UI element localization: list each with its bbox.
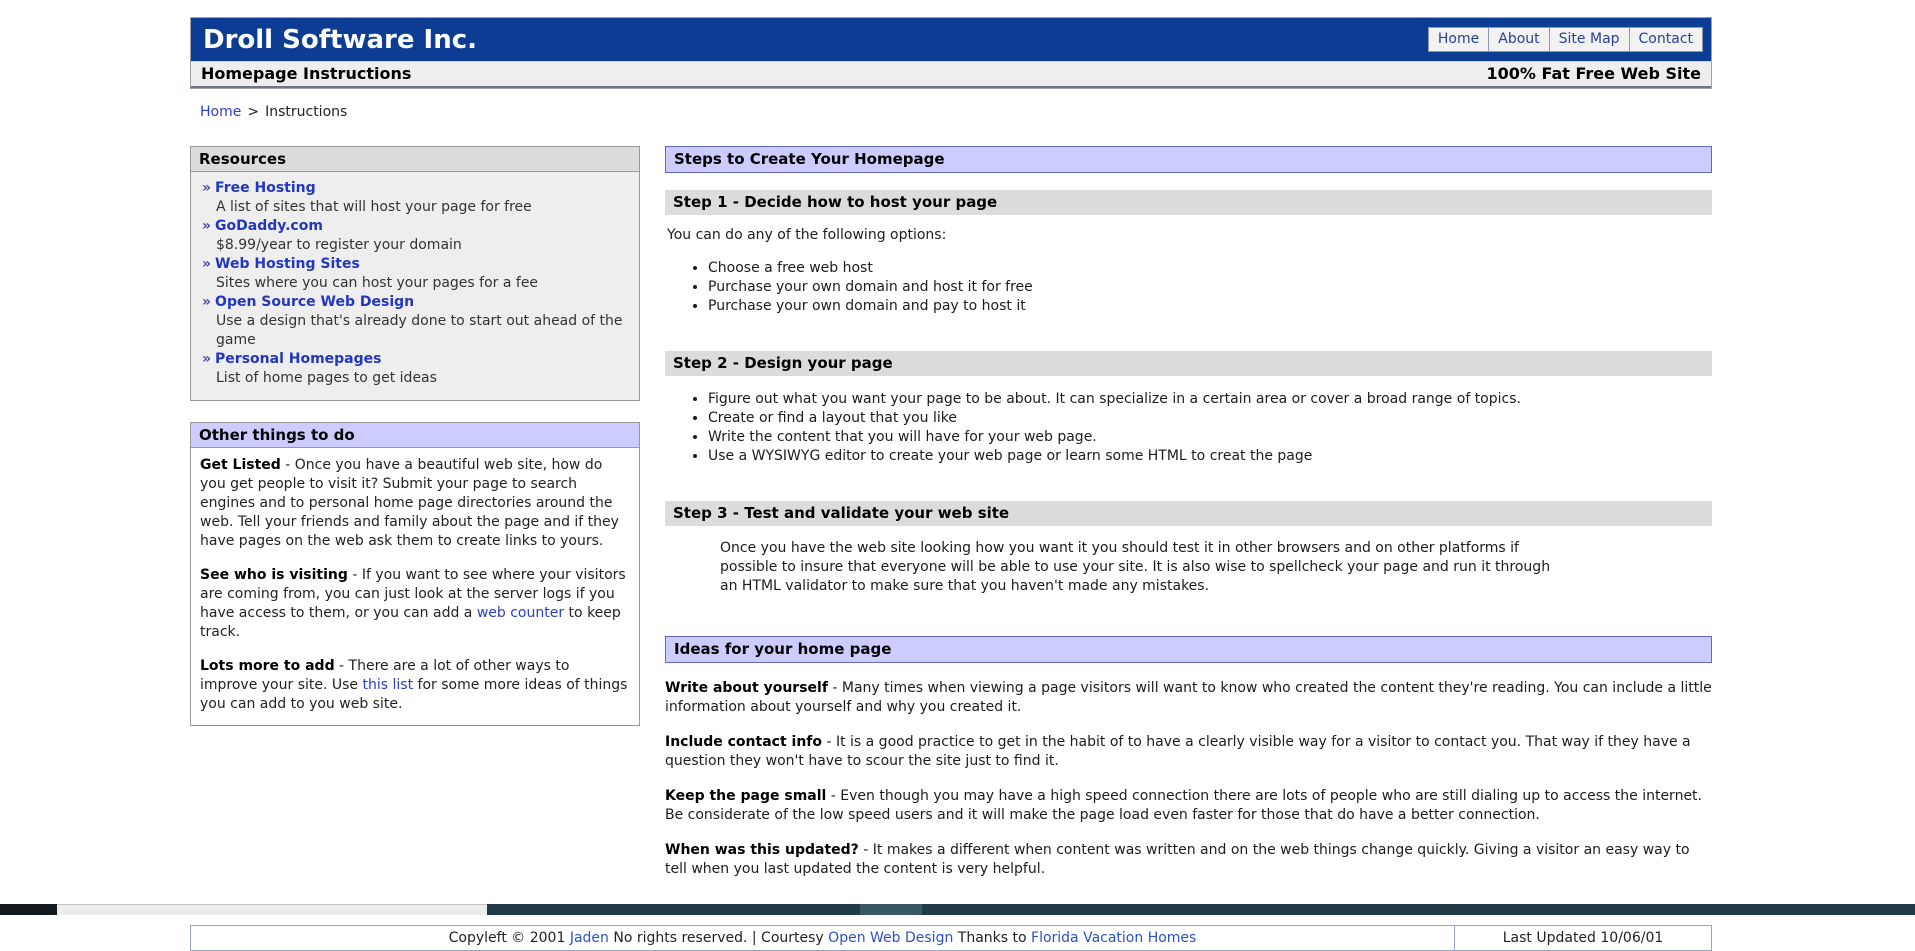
paragraph-text: - Many times when viewing a page visitors will want to know who created the content they're reading. You can include a little information about yourself and why you created it. bbox=[665, 680, 1712, 715]
breadcrumb bbox=[200, 104, 1712, 120]
double-arrow-icon: » bbox=[202, 351, 212, 367]
idea-when-updated bbox=[665, 841, 1712, 879]
bullet-item: • Purchase your own domain and host it for free bbox=[708, 278, 1712, 297]
step-3-paragraph: Once you have the web site looking how you want it you should test it in other browsers and on other platforms if possible to insure that everyone will be able to use your site. It is also wise to spellcheck your page and run it through an HTML validator to make sure that you haven't made any mistakes. bbox=[720, 540, 1551, 594]
resource-description: List of home pages to get ideas bbox=[216, 370, 437, 386]
bullet-item: • Create or find a layout that you like bbox=[708, 409, 1712, 428]
taskbar-background bbox=[922, 904, 1915, 915]
resources-title: Resources bbox=[191, 147, 639, 172]
resources-box bbox=[190, 146, 640, 401]
this-list-link[interactable]: this list bbox=[362, 677, 414, 693]
paragraph-text: - It makes a different when content was written and on the web things change quickly. Giving a visitor an easy way to tell when you last updated the content is very helpful. bbox=[665, 842, 1690, 877]
paragraph-text: for some more ideas of things you can add to you web site. bbox=[200, 677, 628, 712]
step-3-block bbox=[665, 501, 1712, 596]
sidebar bbox=[190, 146, 640, 747]
site-title: Droll Software Inc. bbox=[203, 24, 478, 55]
nav-about[interactable]: About bbox=[1489, 27, 1549, 52]
resource-description: $8.99/year to register your domain bbox=[216, 237, 462, 253]
idea-include-contact-info bbox=[665, 733, 1712, 771]
step-2-heading: Step 2 - Design your page bbox=[665, 351, 1712, 376]
nav-contact[interactable]: Contact bbox=[1630, 27, 1703, 52]
bullet-item: • Write the content that you will have for your web page. bbox=[708, 428, 1712, 447]
site-header-bar bbox=[191, 18, 1711, 61]
paragraph-lead: When was this updated? bbox=[665, 842, 859, 858]
resource-link-personal-homepages[interactable]: Personal Homepages bbox=[215, 351, 382, 367]
taskbar-window-button[interactable] bbox=[57, 904, 487, 915]
other-things-body bbox=[191, 448, 639, 725]
double-arrow-icon: » bbox=[202, 180, 212, 196]
site-header bbox=[190, 17, 1712, 89]
footer-copyright bbox=[191, 926, 1455, 950]
double-arrow-icon: » bbox=[202, 218, 212, 234]
paragraph-text: to keep track. bbox=[200, 605, 621, 640]
breadcrumb-home-link[interactable]: Home bbox=[200, 104, 242, 120]
bullet-item: • Choose a free web host bbox=[708, 259, 1712, 278]
main-nav bbox=[1428, 27, 1703, 52]
resource-description: Use a design that's already done to start out ahead of the game bbox=[216, 313, 623, 348]
jaden-link[interactable]: Jaden bbox=[569, 930, 609, 946]
paragraph-get-listed bbox=[200, 456, 630, 551]
resource-link-godaddy[interactable]: GoDaddy.com bbox=[215, 218, 323, 234]
paragraph-text: - It is a good practice to get in the habit of to have a clearly visible way for a visitor to contact you. That way if they have a question they won't have to scour the site just to find it. bbox=[665, 734, 1691, 769]
resource-item bbox=[200, 293, 630, 350]
other-things-box bbox=[190, 422, 640, 726]
step-1-block bbox=[665, 190, 1712, 316]
taskbar-start-segment bbox=[0, 904, 57, 915]
bullet-item: • Purchase your own domain and pay to host it bbox=[708, 297, 1712, 316]
open-web-design-link[interactable]: Open Web Design bbox=[828, 930, 954, 946]
other-things-title: Other things to do bbox=[191, 423, 639, 448]
resource-item bbox=[200, 217, 630, 255]
paragraph-lead: Write about yourself bbox=[665, 680, 828, 696]
page-footer bbox=[190, 925, 1712, 951]
paragraph-text: - If you want to see where your visitors are coming from, you can just look at the server logs if you have access to them, or you can add a bbox=[200, 567, 626, 621]
paragraph-lead: Keep the page small bbox=[665, 788, 827, 804]
step-1-bullets bbox=[665, 259, 1712, 316]
footer-text: No rights reserved. | Courtesy bbox=[608, 930, 829, 946]
florida-vacation-homes-link[interactable]: Florida Vacation Homes bbox=[1031, 930, 1197, 946]
resource-item bbox=[200, 350, 630, 388]
web-counter-link[interactable]: web counter bbox=[476, 605, 565, 621]
bullet-item: • Use a WYSIWYG editor to create your web page or learn some HTML to creat the page bbox=[708, 447, 1712, 466]
steps-section-title: Steps to Create Your Homepage bbox=[665, 146, 1712, 173]
nav-site-map[interactable]: Site Map bbox=[1550, 27, 1630, 52]
resource-link-open-source-design[interactable]: Open Source Web Design bbox=[215, 294, 415, 310]
breadcrumb-current: Instructions bbox=[265, 104, 348, 120]
footer-text: Copyleft © 2001 bbox=[448, 930, 570, 946]
paragraph-lead: See who is visiting bbox=[200, 567, 348, 583]
page-title: Homepage Instructions bbox=[201, 64, 412, 83]
ideas-section-title: Ideas for your home page bbox=[665, 636, 1712, 663]
paragraph-lead: Lots more to add bbox=[200, 658, 335, 674]
paragraph-see-who bbox=[200, 566, 630, 642]
page-container bbox=[190, 17, 1712, 951]
footer-last-updated: Last Updated 10/06/01 bbox=[1502, 930, 1664, 946]
paragraph-text: - There are a lot of other ways to improve your site. Use bbox=[200, 658, 570, 693]
resources-list bbox=[191, 172, 639, 400]
step-3-heading: Step 3 - Test and validate your web site bbox=[665, 501, 1712, 526]
taskbar-tray-segment[interactable] bbox=[860, 904, 922, 915]
resource-item bbox=[200, 179, 630, 217]
subtitle-bar bbox=[191, 61, 1711, 88]
taskbar-background bbox=[487, 904, 860, 915]
step-2-bullets bbox=[665, 390, 1712, 466]
main-content bbox=[665, 146, 1712, 879]
taskbar-strip bbox=[0, 904, 1915, 915]
step-1-heading: Step 1 - Decide how to host your page bbox=[665, 190, 1712, 215]
breadcrumb-separator: > bbox=[247, 104, 260, 120]
paragraph-text: - Once you have a beautiful web site, how do you get people to visit it? Submit your page to search engines and to personal home page directories around the web. Tell your friends and family about the page and if they have pages on the web ask them to create links to yours. bbox=[200, 457, 619, 549]
paragraph-lead: Include contact info bbox=[665, 734, 822, 750]
nav-home[interactable]: Home bbox=[1428, 27, 1489, 52]
step-1-intro: You can do any of the following options: bbox=[667, 227, 947, 243]
double-arrow-icon: » bbox=[202, 256, 212, 272]
resource-link-web-hosting[interactable]: Web Hosting Sites bbox=[215, 256, 360, 272]
idea-keep-page-small bbox=[665, 787, 1712, 825]
resource-item bbox=[200, 255, 630, 293]
resource-description: A list of sites that will host your page for free bbox=[216, 199, 532, 215]
step-2-block bbox=[665, 351, 1712, 466]
tagline: 100% Fat Free Web Site bbox=[1486, 64, 1701, 83]
footer-text: Thanks to bbox=[953, 930, 1032, 946]
double-arrow-icon: » bbox=[202, 294, 212, 310]
paragraph-text: - Even though you may have a high speed connection there are lots of people who are still dialing up to access the internet. Be considerate of the low speed users and it will make the page load even faster for those that do have a better connection. bbox=[665, 788, 1702, 823]
paragraph-lots-more bbox=[200, 657, 630, 714]
resource-link-free-hosting[interactable]: Free Hosting bbox=[215, 180, 316, 196]
bullet-item: • Figure out what you want your page to be about. It can specialize in a certain area or cover a broad range of topics. bbox=[708, 390, 1712, 409]
idea-write-about-yourself bbox=[665, 679, 1712, 717]
paragraph-lead: Get Listed bbox=[200, 457, 281, 473]
resource-description: Sites where you can host your pages for a fee bbox=[216, 275, 539, 291]
